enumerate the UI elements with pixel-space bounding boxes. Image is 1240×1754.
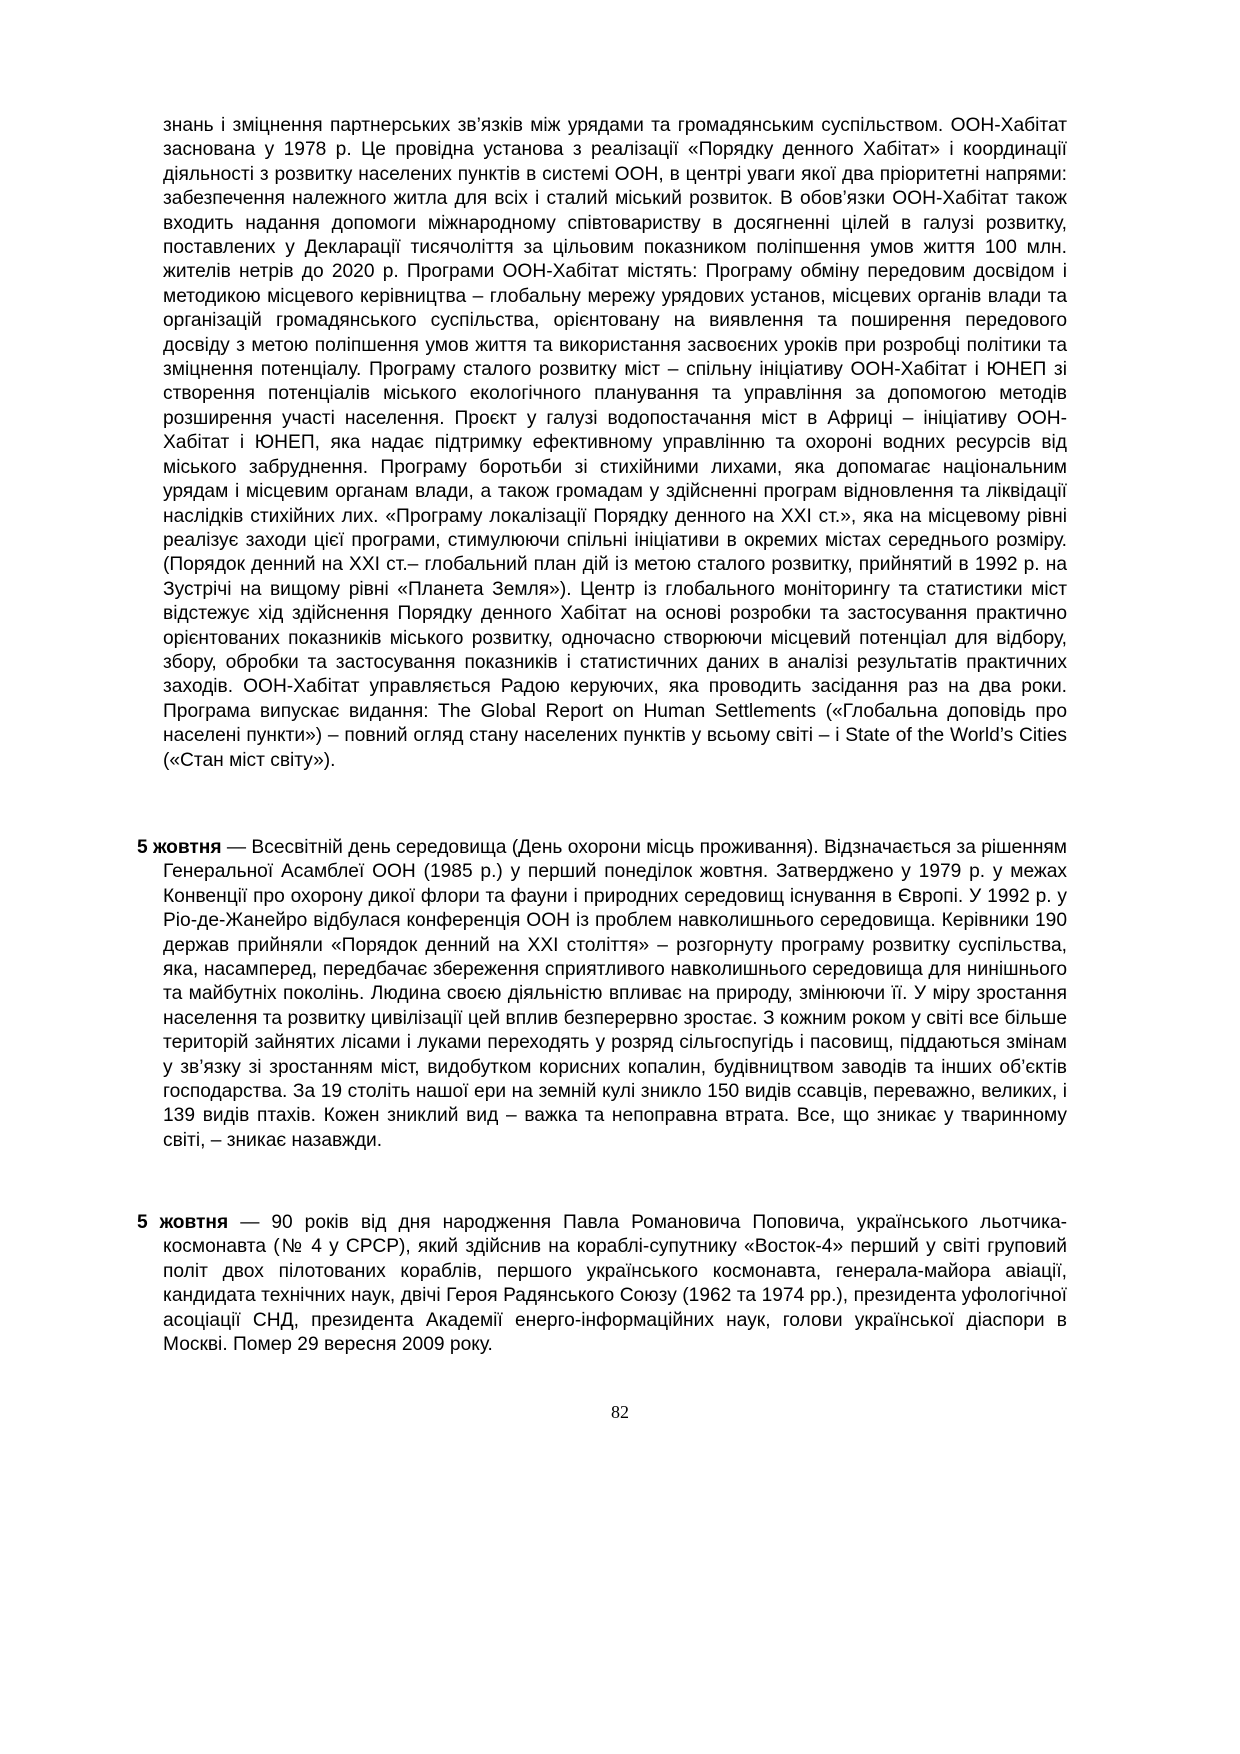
entry-text: — 90 років від дня народження Павла Романовича Поповича, українського льотчика-космонавта (№ 4 у СРСР), який здійснив на кораблі-супутнику «Восток-4» перший у світі груповий політ двох пілотованих кораблів, першого українського космонавта, генерала-майора авіації, кандидата технічних наук, двічі Героя Радянського Союзу (1962 та 1974 рр.), президента уфологічної асоціації СНД, президента Академії енерго-інформаційних наук, голови української діаспори в Москві. Помер 29 вересня 2009 року. bbox=[163, 1212, 1067, 1356]
page-number: 82 bbox=[611, 1402, 629, 1422]
calendar-entry bbox=[137, 836, 1067, 1153]
entry-date: 5 жовтня bbox=[137, 837, 222, 858]
calendar-entry bbox=[137, 1211, 1067, 1357]
entry-date: 5 жовтня bbox=[137, 1212, 229, 1233]
entry-text: — Всесвітній день середовища (День охорони місць проживання). Відзначається за рішенням Генеральної Асамблеї ООН (1985 р.) у перший понеділок жовтня. Затверджено у 1979 р. у межах Конвенції про охорону дикої флори та фауни і природних середовищ існування в Європі. У 1992 р. у Ріо-де-Жанейро відбулася конференція ООН із проблем навколишнього середовища. Керівники 190 держав прийняли «Порядок денний на XXI століття» – розгорнуту програму розвитку суспільства, яка, насамперед, передбачає збереження сприятливого навколишнього середовища для нинішнього та майбутніх поколінь. Людина своєю діяльністю впливає на природу, змінюючи її. У міру зростання населення та розвитку цивілізації цей вплив безперервно зростає. З кожним роком у світі все більше територій зайнятих лісами і луками переходять у розряд сільгоспугідь і пасовищ, піддаються змінам у зв’язку зі зростанням міст, видобутком корисних копалин, будівництвом заводів та інших об’єктів господарства. За 19 століть нашої ери на земній кулі зникло 150 видів ссавців, переважно, великих, і 139 видів птахів. Кожен зниклий вид – важка та непоправна втрата. Все, що зникає у тваринному світі, – зникає назавжди. bbox=[163, 837, 1067, 1151]
continued-paragraph: знань і зміцнення партнерських зв’язків між урядами та громадянським суспільством. ООН-Хабітат заснована у 1978 р. Це провідна установа з реалізації «Порядку денного Хабітат» і координації діяльності з розвитку населених пунктів в системі ООН, в центрі уваги якої два пріоритетні напрями: забезпечення належного житла для всіх і сталий міський розвиток. В обов’язки ООН-Хабітат також входить надання допомоги міжнародному співтовариству в досягненні цілей в галузі розвитку, поставлених у Декларації тисячоліття за цільовим показником поліпшення умов життя 100 млн. жителів нетрів до 2020 р. Програми ООН-Хабітат містять: Програму обміну передовим досвідом і методикою місцевого керівництва – глобальну мережу урядових установ, місцевих органів влади та організацій громадянського суспільства, орієнтовану на виявлення та поширення передового досвіду з метою поліпшення умов життя та використання засвоєних уроків при розробці політики та зміцнення потенціалу. Програму сталого розвитку міст – спільну ініціативу ООН-Хабітат і ЮНЕП зі створення потенціалів міського екологічного планування та управління за допомогою методів розширення участі населення. Проєкт у галузі водопостачання міст в Африці – ініціативу ООН-Хабітат і ЮНЕП, яка надає підтримку ефективному управлінню та охороні водних ресурсів від міського забруднення. Програму боротьби зі стихійними лихами, яка допомагає національним урядам і місцевим органам влади, а також громадам у здійсненні програм відновлення та ліквідації наслідків стихійних лих. «Програму локалізації Порядку денного на XXI ст.», яка на місцевому рівні реалізує заходи цієї програми, стимулюючи спільні ініціативи в окремих містах середнього розміру. (Порядок денний на XXI ст.– глобальний план дій із метою сталого розвитку, прийнятий в 1992 р. на Зустрічі на вищому рівні «Планета Земля»). Центр із глобального моніторингу та статистики міст відстежує хід здійснення Порядку денного Хабітат на основі розробки та застосування практично орієнтованих показників міського розвитку, одночасно створюючи місцевий потенціал для відбору, збору, обробки та застосування показників і статистичних даних в аналізі результатів практичних заходів. ООН-Хабітат управляється Радою керуючих, яка проводить засідання раз на два роки. Програма випускає видання: The Global Report on Human Settlements («Глобальна доповідь про населені пункти») – повний огляд стану населених пунктів у всьому світі – і State of the World’s Cities («Стан міст світу»). bbox=[163, 115, 1067, 771]
